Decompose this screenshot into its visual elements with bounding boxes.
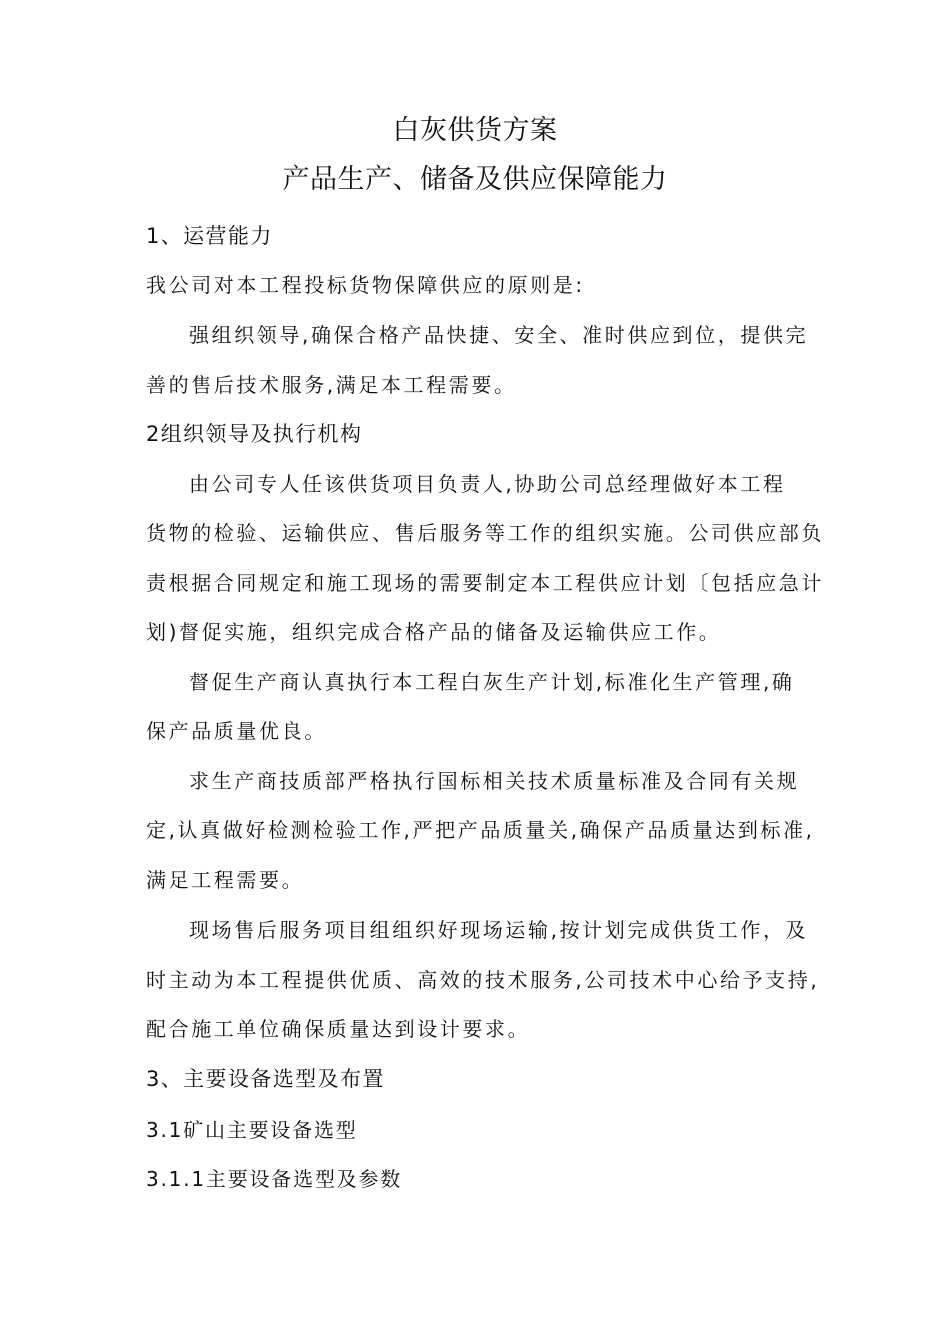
paragraph-line: 时主动为本工程提供优质、高效的技术服务,公司技术中心给予支持, [146, 968, 820, 992]
document-title: 白灰供货方案 [392, 115, 558, 146]
paragraph-line: 配合施工单位确保质量达到设计要求。 [146, 1017, 531, 1041]
paragraph-line: 督促生产商认真执行本工程白灰生产计划,标准化生产管理,确 [189, 670, 795, 694]
paragraph-line: 划)督促实施，组织完成合格产品的储备及运输供应工作。 [146, 620, 722, 644]
document-subtitle: 产品生产、储备及供应保障能力 [282, 164, 668, 195]
paragraph-line: 责根据合同规定和施工现场的需要制定本工程供应计划〔包括应急计 [146, 571, 824, 595]
paragraph-line: 求生产商技质部严格执行国标相关技术质量标准及合同有关规 [189, 769, 800, 793]
paragraph-line: 定,认真做好检测检验工作,严把产品质量关,确保产品质量达到标准, [146, 818, 815, 842]
paragraph-line: 保产品质量优良。 [146, 719, 327, 743]
section-heading-operating-capacity: 1、运营能力 [146, 224, 273, 248]
section-heading-equipment: 3、主要设备选型及布置 [146, 1067, 385, 1091]
paragraph-line: 我公司对本工程投标货物保障供应的原则是: [146, 273, 585, 297]
paragraph-line: 强组织领导,确保合格产品快捷、安全、准时供应到位，提供完 [189, 323, 809, 347]
section-heading-organization: 2组织领导及执行机构 [146, 422, 363, 446]
paragraph-line: 货物的检验、运输供应、售后服务等工作的组织实施。公司供应部负 [146, 521, 824, 545]
subsection-heading: 3.1矿山主要设备选型 [146, 1118, 358, 1142]
paragraph-line: 现场售后服务项目组组织好现场运输,按计划完成供货工作，及 [189, 918, 809, 942]
paragraph-line: 善的售后技术服务,满足本工程需要。 [146, 373, 517, 397]
paragraph-line: 由公司专人任该供货项目负责人,协助公司总经理做好本工程 [189, 472, 786, 496]
paragraph-line: 满足工程需要。 [146, 868, 305, 892]
subsection-heading: 3.1.1主要设备选型及参数 [146, 1167, 403, 1191]
